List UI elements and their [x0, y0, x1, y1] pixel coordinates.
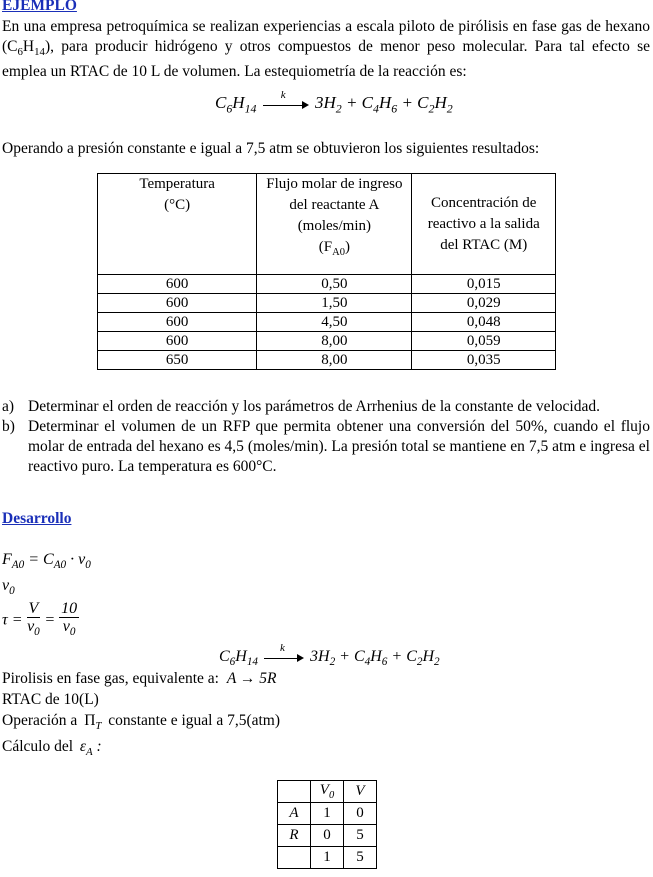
reaction-equation-repeat: $C_6H_{14}$ k $3H_2 + C_4H_6 + C_2H_2$ [219, 642, 440, 669]
table-row [98, 313, 556, 332]
operacion-text: Operación a $\Pi_T$ constante e igual a 7,5(atm) [2, 712, 281, 733]
page-title: EJEMPLO [2, 0, 77, 14]
small-table-cell [278, 781, 311, 803]
small-table-row [278, 847, 377, 869]
table-row [98, 351, 556, 370]
table-cell: 0,015 [412, 275, 556, 294]
table-cell: 600 [98, 275, 257, 294]
table-cell: 0,035 [412, 351, 556, 370]
pressure-text: Operando a presión constante e igual a 7,5 atm se obtuvieron los siguientes resultados: [2, 140, 540, 157]
table-cell: 0,059 [412, 332, 556, 351]
table-cell: 650 [98, 351, 257, 370]
table-row [98, 332, 556, 351]
table-cell: 600 [98, 313, 257, 332]
reaction-products: $3H_2 + C_4H_6 + C_2H_2$ [314, 93, 453, 116]
epsilon-table [277, 780, 377, 869]
equation-v0: $v_0$ [2, 577, 15, 598]
small-table-cell: 1 [311, 803, 344, 825]
small-table-row [278, 803, 377, 825]
results-table [97, 173, 556, 370]
development-heading: Desarrollo [2, 510, 72, 527]
reaction-equation [215, 89, 453, 116]
table-cell: 0,048 [412, 313, 556, 332]
table-cell: 4,50 [257, 313, 412, 332]
small-table-row [278, 825, 377, 847]
table-cell: 600 [98, 294, 257, 313]
calculo-text: Cálculo del $\varepsilon_A$ : [2, 738, 102, 759]
small-table-header [278, 781, 377, 803]
table-cell: 0,029 [412, 294, 556, 313]
reaction-arrow-icon: k [263, 98, 309, 110]
small-table-cell: R [278, 825, 311, 847]
small-table-cell: $V_0$ [311, 781, 344, 803]
table-cell: 8,00 [257, 332, 412, 351]
table-cell: 8,00 [257, 351, 412, 370]
header-temperatura: Temperatura (°C) [98, 174, 257, 275]
small-table-cell [278, 847, 311, 869]
small-table-cell: 0 [344, 803, 377, 825]
header-flujo: Flujo molar de ingreso del reactante A (moles/min) $(F_{A0})$ [257, 174, 412, 275]
reaction-reactant: $C_6H_{14}$ [215, 93, 257, 116]
equation-fa0: $F_{A0} = C_{A0} \cdot v_0$ [2, 551, 91, 572]
table-cell: 600 [98, 332, 257, 351]
rtac-text: RTAC de 10(L) [2, 691, 99, 708]
small-table-cell: 5 [344, 847, 377, 869]
small-table-cell: 5 [344, 825, 377, 847]
pirolisis-text: Pirolisis en fase gas, equivalente a: A → 5R [2, 670, 277, 687]
small-table-cell: V [344, 781, 377, 803]
table-cell: 1,50 [257, 294, 412, 313]
equation-tau: τ = $\frac{V}{v_0}$ = $\frac{10}{v_0}$ [2, 600, 78, 639]
table-row [98, 275, 556, 294]
table-row [98, 294, 556, 313]
small-table-cell: 0 [311, 825, 344, 847]
header-concentracion: Concentración de reactivo a la salida del RTAC (M) [412, 174, 556, 275]
intro-paragraph: En una empresa petroquímica se realizan experiencias a escala piloto de pirólisis en fase gas de hexano $(C_6H_{14})$, para producir hidrógeno y otros compuestos de menor peso molecular. Para tal efecto se emplea un RTAC de 10 L de volumen. La estequiometría de la reacción es: [2, 18, 650, 81]
table-cell: 0,50 [257, 275, 412, 294]
small-table-cell: A [278, 803, 311, 825]
small-table-cell: 1 [311, 847, 344, 869]
